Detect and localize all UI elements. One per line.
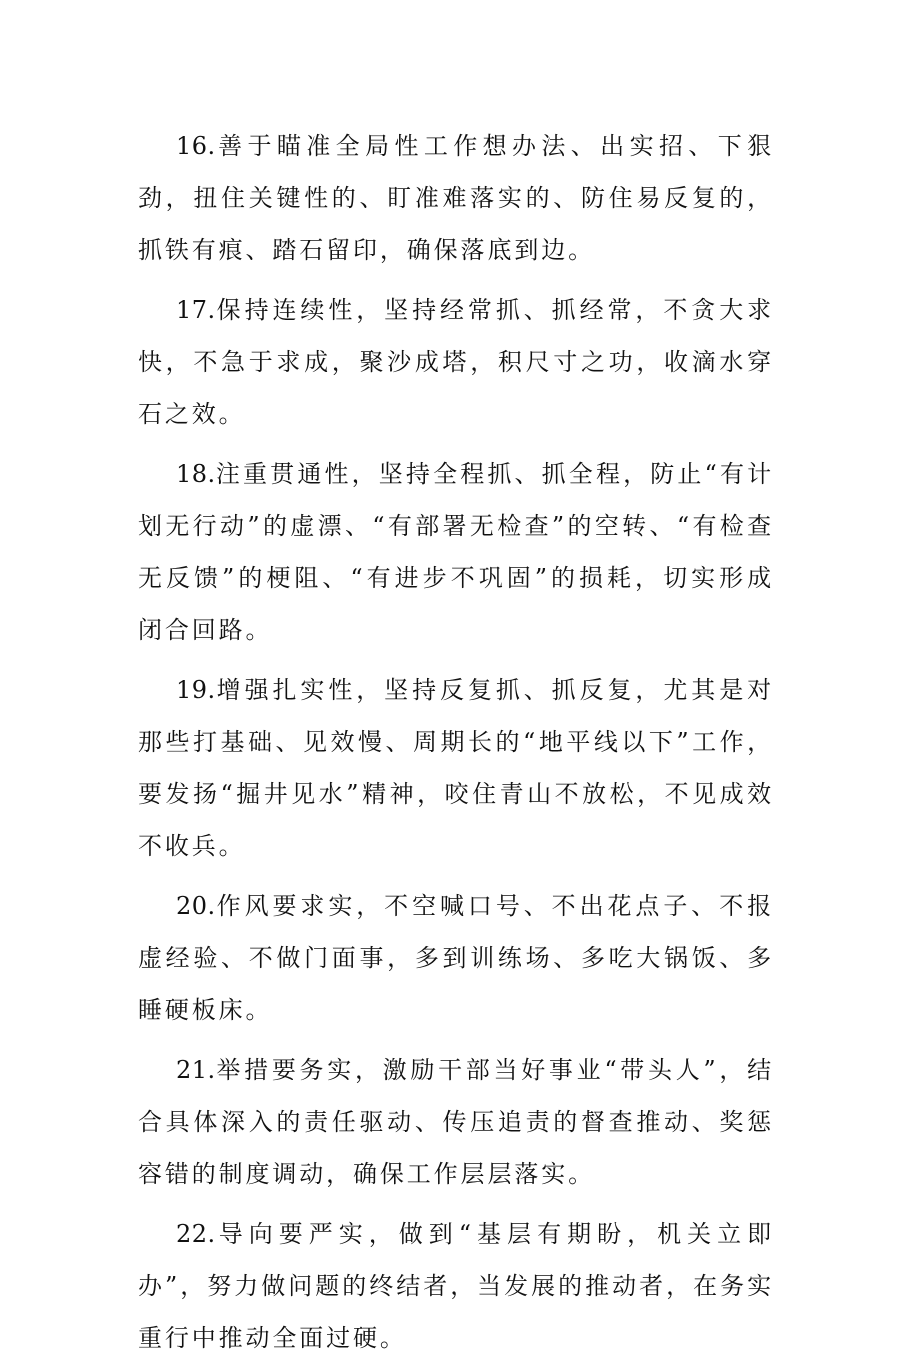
paragraph-number: 20. — [176, 892, 216, 920]
document-body — [138, 120, 774, 1372]
paragraph-text: 善于瞄准全局性工作想办法、出实招、下狠劲，扭住关键性的、盯准难落实的、防住易反复的，抓铁有痕、踏石留印，确保落底到边。 — [138, 132, 774, 264]
paragraph-text: 作风要求实，不空喊口号、不出花点子、不报虚经验、不做门面事，多到训练场、多吃大锅饭、多睡硬板床。 — [138, 892, 774, 1024]
paragraph-16 — [138, 120, 774, 276]
paragraph-22 — [138, 1208, 774, 1364]
paragraph-number: 17. — [176, 296, 216, 324]
paragraph-21 — [138, 1044, 774, 1200]
paragraph-text: 保持连续性，坚持经常抓、抓经常，不贪大求快，不急于求成，聚沙成塔，积尺寸之功，收滴水穿石之效。 — [138, 296, 774, 428]
paragraph-text: 举措要务实，激励干部当好事业“带头人”，结合具体深入的责任驱动、传压追责的督查推动、奖惩容错的制度调动，确保工作层层落实。 — [138, 1056, 774, 1188]
paragraph-number: 22. — [176, 1220, 216, 1248]
paragraph-number: 21. — [176, 1056, 216, 1084]
paragraph-20 — [138, 880, 774, 1036]
paragraph-number: 18. — [176, 460, 216, 488]
paragraph-number: 16. — [176, 132, 216, 160]
paragraph-19 — [138, 664, 774, 872]
paragraph-17 — [138, 284, 774, 440]
paragraph-text: 导向要严实，做到“基层有期盼，机关立即办”，努力做问题的终结者，当发展的推动者，在务实重行中推动全面过硬。 — [138, 1220, 774, 1352]
paragraph-18 — [138, 448, 774, 656]
paragraph-text: 注重贯通性，坚持全程抓、抓全程，防止“有计划无行动”的虚漂、“有部署无检查”的空转、“有检查无反馈”的梗阻、“有进步不巩固”的损耗，切实形成闭合回路。 — [138, 460, 774, 644]
paragraph-text: 增强扎实性，坚持反复抓、抓反复，尤其是对那些打基础、见效慢、周期长的“地平线以下”工作，要发扬“掘井见水”精神，咬住青山不放松，不见成效不收兵。 — [138, 676, 774, 860]
paragraph-number: 19. — [176, 676, 216, 704]
